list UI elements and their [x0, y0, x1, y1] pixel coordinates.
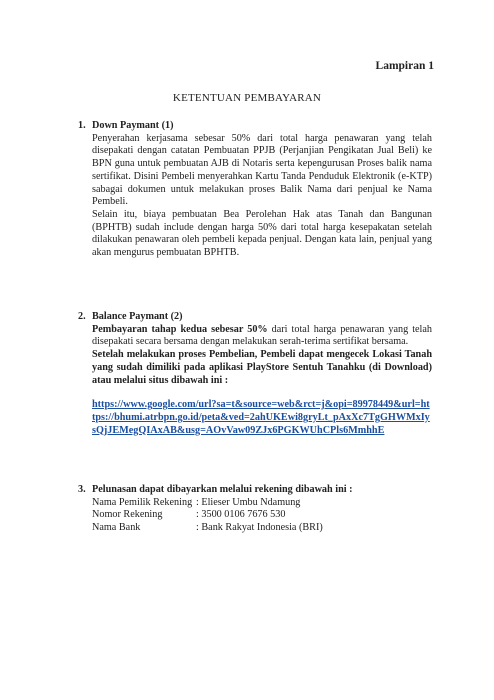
section-heading: Down Paymant (1) — [92, 120, 174, 131]
section-balance-payment — [78, 311, 432, 437]
section-number: 1. — [78, 120, 86, 131]
document-title: KETENTUAN PEMBAYARAN — [172, 92, 322, 104]
account-row — [92, 522, 432, 535]
account-row — [92, 509, 432, 522]
account-value: : 3500 0106 7676 530 — [196, 509, 286, 521]
section-paragraph: Penyerahan kerjasama sebesar 50% dari total harga penawaran yang telah disepakati dengan catatan Pembuatan PPJB (Perjanjian Pengikatan Jual Beli) ke BPN guna untuk pembuatan AJB di Notaris serta kepengurusan Proses balik nama sertifikat. Disini Pembeli menyerahkan Kartu Tanda Penduduk Elektronik (e-KTP) sabagai dokumen untuk melakukan proses Balik Nama dari penjual ke Nama Pembeli. — [92, 132, 432, 208]
account-value: : Bank Rakyat Indonesia (BRI) — [196, 522, 323, 534]
attachment-label: Lampiran 1 — [375, 60, 434, 72]
account-label: Nama Pemilik Rekening — [92, 496, 193, 508]
account-label: Nomor Rekening — [92, 509, 163, 521]
bold-lead: Pembayaran tahap kedua sebesar 50% — [92, 323, 268, 335]
section-heading: Pelunasan dapat dibayarkan melalui rekening dibawah ini : — [92, 484, 353, 495]
section-settlement — [78, 484, 432, 535]
section-number: 3. — [78, 484, 86, 495]
account-row — [92, 497, 432, 510]
section-paragraph: Selain itu, biaya pembuatan Bea Perolehan Hak atas Tanah dan Bangunan (BPHTB) sudah include dengan harga 50% dari total harga kesepakatan setelah dilakukan penawaran oleh pembeli kepada penjual. Dengan kata lain, penjual yang akan mengurus pembuatan BPHTB. — [92, 208, 432, 259]
section-number: 2. — [78, 311, 86, 322]
link-paragraph — [92, 399, 432, 437]
section-heading: Balance Paymant (2) — [92, 311, 183, 322]
section-down-payment — [78, 120, 432, 260]
map-link[interactable]: https://www.google.com/url?sa=t&source=web&rct=j&opi=89978449&url=https://bhumi.atrbpn.go.id/peta&ved=2ahUKEwi8gryLt_pAxXc7TgGHWMxIysQjJEMegQIAxAB&usg=AOvVaw09ZJx6PGKWUhCPls6MmhhE — [92, 399, 430, 436]
paragraph-rest: dari total harga penawaran yang telah disepakati secara bersama dengan melakukan serah-terima sertifikat bersama. — [92, 323, 432, 348]
section-paragraph — [92, 324, 432, 349]
account-value: : Elieser Umbu Ndamung — [196, 496, 301, 508]
section-bold-paragraph: Setelah melakukan proses Pembelian, Pembeli dapat mengecek Lokasi Tanah yang sudah dimiliki pada aplikasi PlayStore Sentuh Tanahku (di Download) atau melalui situs dibawah ini : — [92, 349, 432, 386]
account-label: Nama Bank — [92, 522, 141, 534]
